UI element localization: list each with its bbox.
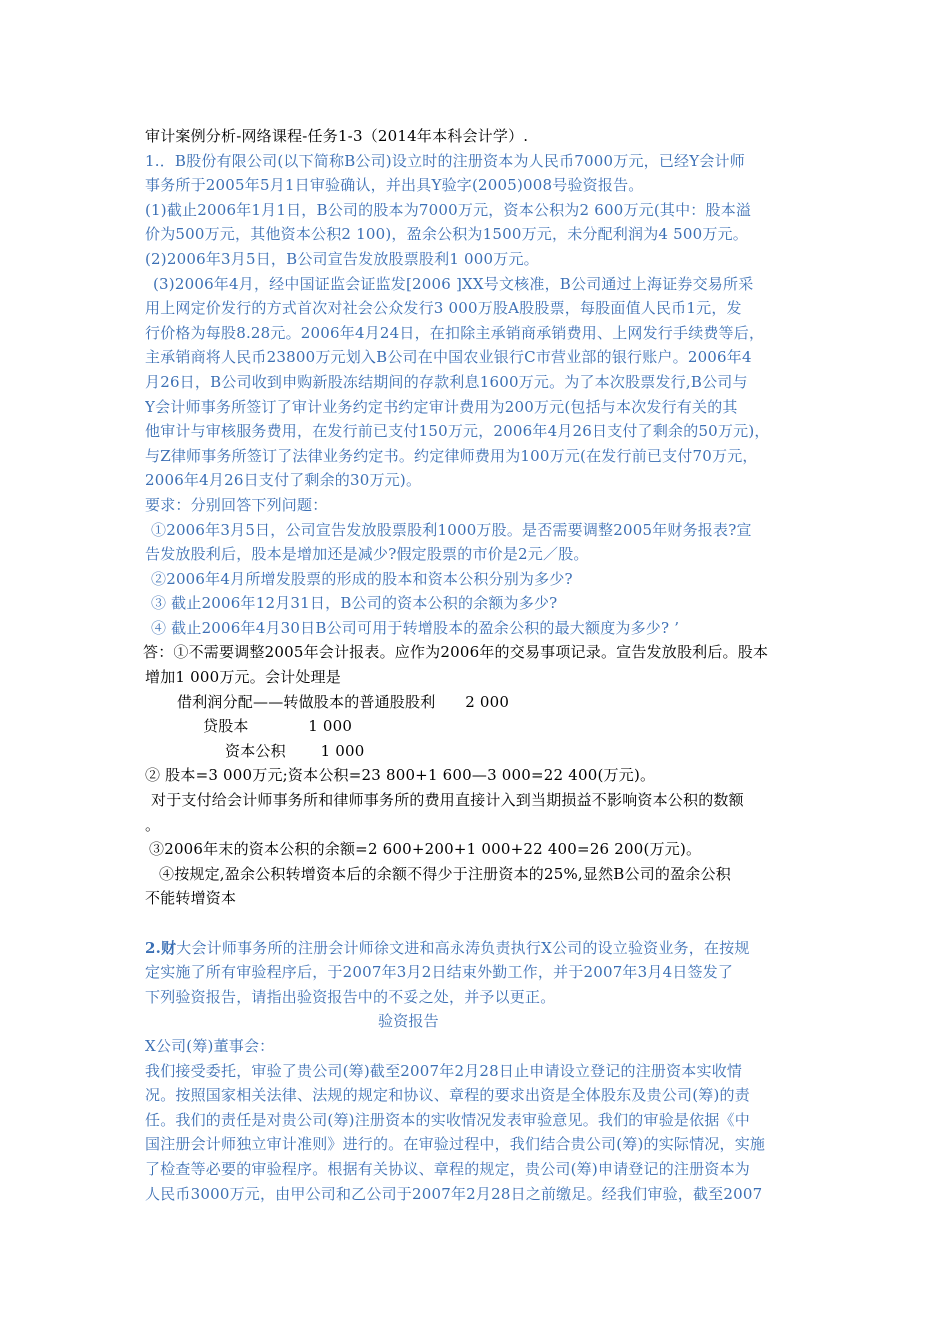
answer-4-line: ④按规定,盈余公积转增资本后的余额不得少于注册资本的25%,显然B公司的盈余公积: [159, 864, 731, 883]
journal-entry-credit-2: 资本公积 1 000: [225, 741, 365, 760]
answer-2-note-line: 对于支付给会计师事务所和律师事务所的费用直接计入到当期损益不影响资本公积的数额: [151, 791, 744, 810]
requirement-3: ③ 截止2006年12月31日，B公司的资本公积的余额为多少?: [151, 594, 558, 613]
q2-intro-line: [145, 936, 825, 961]
requirement-4: ④ 截止2006年4月30日B公司可用于转增股本的盈余公积的最大额度为多少? ’: [151, 618, 680, 637]
report-title: 验资报告: [378, 1012, 439, 1031]
document-title: 审计案例分析-网络课程-任务1-3（2014年本科会计学）.: [145, 127, 529, 145]
answer-2: ② 股本=3 000万元;资本公积=23 800+1 600—3 000=22 400(万元)。: [145, 766, 656, 785]
section-gap: [145, 911, 825, 936]
report-body-line: 我们接受委托，审验了贵公司(筹)截至2007年2月28日止申请设立登记的注册资本实收情: [145, 1061, 743, 1080]
requirement-1-line: 告发放股利后，股本是增加还是减少?假定股票的市价是2元／股。: [145, 545, 589, 564]
answer-4-line: 不能转增资本: [145, 889, 237, 908]
document-page: [145, 124, 825, 1206]
requirement-1-line: ①2006年3月5日，公司宣告发放股票股利1000万股。是否需要调整2005年财务报表?宣: [151, 520, 752, 539]
report-salutation: X公司(筹)董事会：: [145, 1036, 275, 1055]
requirement-2: ②2006年4月所增发股票的形成的股本和资本公积分别为多少?: [151, 569, 573, 588]
answer-3: ③2006年末的资本公积的余额=2 600+200+1 000+22 400=26 200(万元)。: [149, 840, 702, 859]
report-body-line: 了检查等必要的审验程序。根据有关协议、章程的规定，贵公司(筹)申请登记的注册资本为: [145, 1159, 750, 1178]
answer-1-line: 增加1 000万元。会计处理是: [145, 668, 341, 687]
answer-2-note-line: 。: [145, 815, 161, 834]
q1-item1-line: (1)截止2006年1月1日，B公司的股本为7000万元，资本公积为2 600万元(其中：股本溢: [145, 200, 752, 219]
q1-intro-line: 事务所于2005年5月1日审验确认，并出具Y验字(2005)008号验资报告。: [145, 176, 644, 195]
q1-intro-line: 1.．B股份有限公司(以下简称B公司)设立时的注册资本为人民币7000万元，已经Y会计师: [145, 151, 745, 170]
q1-item3-line: 月26日，B公司收到申购新股冻结期间的存款利息1600万元。为了本次股票发行,B公司与: [145, 372, 748, 391]
report-body-line: 况。按照国家相关法律、法规的规定和协议、章程的要求出资是全体股东及贵公司(筹)的责: [145, 1086, 750, 1105]
q1-item1-line: 价为500万元，其他资本公积2 100)，盈余公积为1500万元，未分配利润为4 500万元。: [145, 225, 748, 244]
answer-1-line: 答：①不需要调整2005年会计报表。应作为2006年的交易事项记录。宣告发放股利后。股本: [143, 643, 769, 662]
q1-item3-line: 与Z律师事务所签订了法律业务约定书。约定律师费用为100万元(在发行前已支付70万元，: [145, 446, 758, 465]
q1-item3-line: 主承销商将人民币23800万元划入B公司在中国农业银行C市营业部的银行账户。2006年4: [145, 348, 752, 367]
report-body-line: 人民币3000万元，由甲公司和乙公司于2007年2月28日之前缴足。经我们审验，截至2007: [145, 1184, 763, 1203]
q2-number: 2.财: [145, 938, 177, 957]
q2-intro-text: 大会计师事务所的注册会计师徐文进和高永涛负责执行X公司的设立验资业务，在按规: [176, 938, 750, 957]
q2-intro-line: 下列验资报告，请指出验资报告中的不妥之处，并予以更正。: [145, 987, 556, 1006]
q1-item3-line: (3)2006年4月，经中国证监会证监发[2006 ]XX号文核准，B公司通过上海证券交易所采: [153, 274, 754, 293]
report-body-line: 国注册会计师独立审计准则》进行的。在审验过程中，我们结合贵公司(筹)的实际情况，实施: [145, 1135, 766, 1154]
q1-item3-line: 他审计与审核服务费用，在发行前已支付150万元，2006年4月26日支付了剩余的50万元)，: [145, 422, 770, 441]
journal-entry-credit: 贷股本 1 000: [203, 717, 353, 736]
q1-item3-line: 用上网定价发行的方式首次对社会公众发行3 000万股A股股票，每股面值人民币1元，发: [145, 299, 742, 318]
q1-item3-line: Y会计师事务所签订了审计业务约定书约定审计费用为200万元(包括与本次发行有关的其: [145, 397, 738, 416]
q1-item2: (2)2006年3月5日，B公司宣告发放股票股利1 000万元。: [145, 249, 539, 268]
q1-item3-line: 行价格为每股8.28元。2006年4月24日，在扣除主承销商承销费用、上网发行手续费等后，: [145, 323, 765, 342]
q1-item3-line: 2006年4月26日支付了剩余的30万元)。: [145, 471, 422, 490]
report-body-line: 任。我们的责任是对贵公司(筹)注册资本的实收情况发表审验意见。我们的审验是依据《中: [145, 1110, 750, 1129]
q2-intro-line: 定实施了所有审验程序后，于2007年3月2日结束外勤工作，并于2007年3月4日签发了: [145, 963, 734, 982]
requirements-title: 要求：分别回答下列问题：: [145, 495, 328, 514]
journal-entry-debit: 借利润分配——转做股本的普通股股利 2 000: [177, 692, 510, 711]
